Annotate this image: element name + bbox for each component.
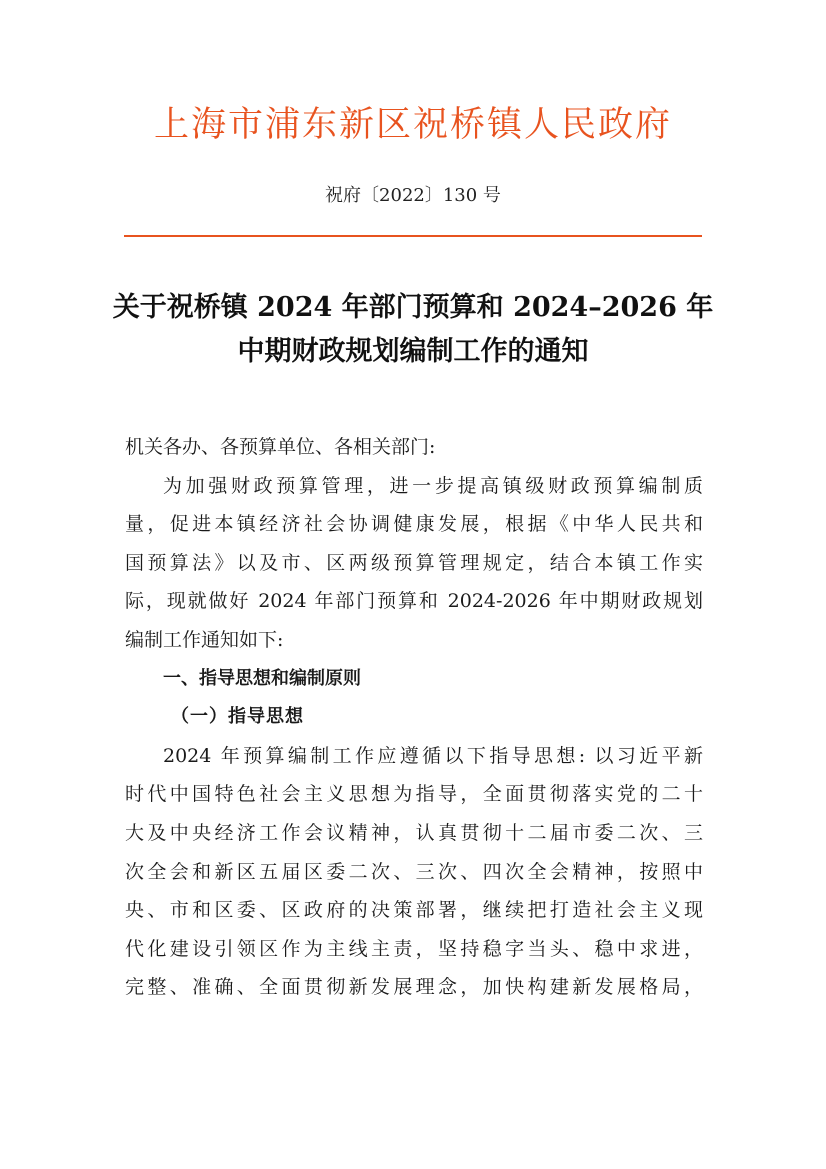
guiding-line: 时代中国特色社会主义思想为指导，全面贯彻落实党的二十 [125,783,703,806]
section-heading: 一、指导思想和编制原则 [163,667,361,689]
intro-line: 国预算法》以及市、区两级预算管理规定，结合本镇工作实 [125,551,703,574]
red-separator-line [124,235,702,237]
document-title [110,286,716,374]
guiding-line: 央、市和区委、区政府的决策部署，继续把打造社会主义现 [125,899,703,922]
guiding-line: 完整、准确、全面贯彻新发展理念，加快构建新发展格局， [125,976,703,999]
intro-line: 量，促进本镇经济社会协调健康发展，根据《中华人民共和 [125,513,703,536]
document-body [125,428,703,1007]
guiding-line: 次全会和新区五届区委二次、三次、四次全会精神，按照中 [125,860,703,883]
intro-line: 编制工作通知如下: [125,628,284,651]
subsection-heading: （一）指导思想 [171,706,304,728]
guiding-line: 2024 年预算编制工作应遵循以下指导思想: 以习近平新 [163,744,703,767]
intro-line: 际，现就做好 2024 年部门预算和 2024-2026 年中期财政规划 [125,590,703,613]
intro-line: 为加强财政预算管理，进一步提高镇级财政预算编制质 [163,474,703,497]
title-line-1: 关于祝桥镇 2024 年部门预算和 2024–2026 年 [112,292,714,323]
document-number: 祝府〔2022〕130 号 [325,185,501,206]
issuer-masthead: 上海市浦东新区祝桥镇人民政府 [153,105,672,145]
title-line-2: 中期财政规划编制工作的通知 [237,336,589,367]
guiding-line: 代化建设引领区作为主线主责，坚持稳字当头、稳中求进， [125,937,703,960]
guiding-line: 大及中央经济工作会议精神，认真贯彻十二届市委二次、三 [125,821,703,844]
salutation: 机关各办、各预算单位、各相关部门: [125,436,436,458]
